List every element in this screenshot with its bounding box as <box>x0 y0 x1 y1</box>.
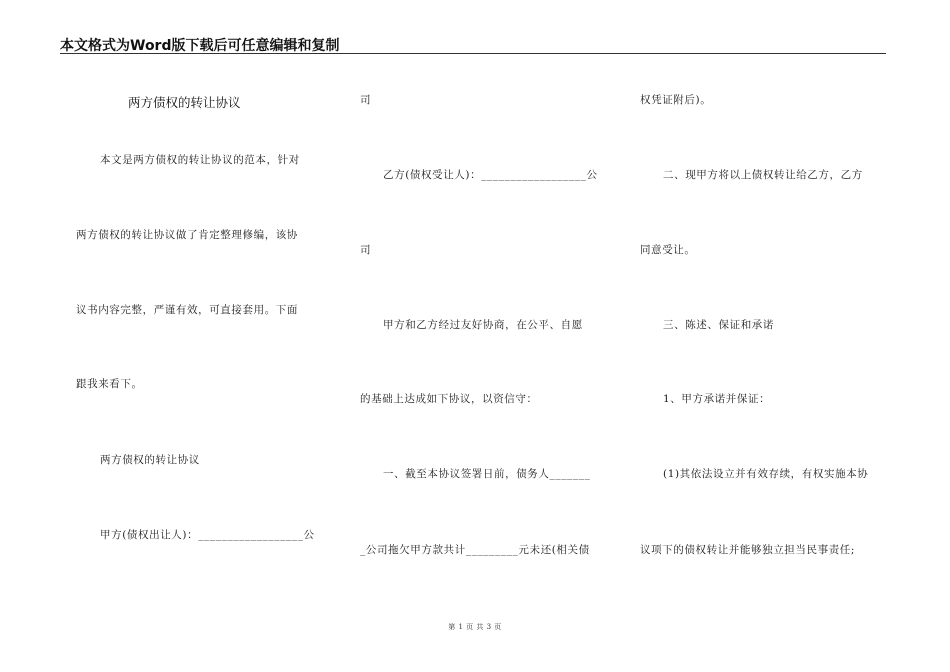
paragraph-line: (1)其依法设立并有效存续，有权实施本协 <box>663 468 869 480</box>
paragraph-line: _公司拖欠甲方款共计_________元未还(相关债 <box>360 544 590 556</box>
paragraph-line: 两方债权的转让协议做了肯定整理修编，该协 <box>76 229 298 241</box>
paragraph-line: 的基础上达成如下协议，以资信守： <box>360 393 538 405</box>
section-heading: 三、陈述、保证和承诺 <box>663 319 774 331</box>
paragraph-line: 司 <box>360 94 372 106</box>
paragraph-line: 议项下的债权转让并能够独立担当民事责任; <box>640 544 856 556</box>
paragraph-line: 司 <box>360 244 372 256</box>
paragraph-line: 乙方(债权受让人)：__________________公 <box>383 169 598 181</box>
paragraph-line: 权凭证附后)。 <box>640 94 712 106</box>
document-title: 两方债权的转让协议 <box>128 95 241 110</box>
paragraph-line: 一、截至本协议签署日前，债务人_______ <box>383 468 591 480</box>
paragraph-line: 议书内容完整，严谨有效，可直接套用。下面 <box>76 304 298 316</box>
page-number: 第 1 页 共 3 页 <box>448 623 502 631</box>
header-divider <box>60 53 886 54</box>
paragraph-line: 1、甲方承诺并保证： <box>663 393 771 405</box>
paragraph-line: 二、现甲方将以上债权转让给乙方，乙方 <box>663 169 863 181</box>
paragraph-line: 本文是两方债权的转让协议的范本，针对 <box>100 154 300 166</box>
section-heading: 两方债权的转让协议 <box>100 454 200 466</box>
paragraph-line: 甲方(债权出让人)：__________________公 <box>100 529 315 541</box>
paragraph-line: 甲方和乙方经过友好协商，在公平、自愿 <box>383 319 583 331</box>
document-header: 本文格式为Word版下载后可任意编辑和复制 <box>60 38 340 54</box>
paragraph-line: 同意受让。 <box>640 244 696 256</box>
paragraph-line: 跟我来看下。 <box>76 378 143 390</box>
